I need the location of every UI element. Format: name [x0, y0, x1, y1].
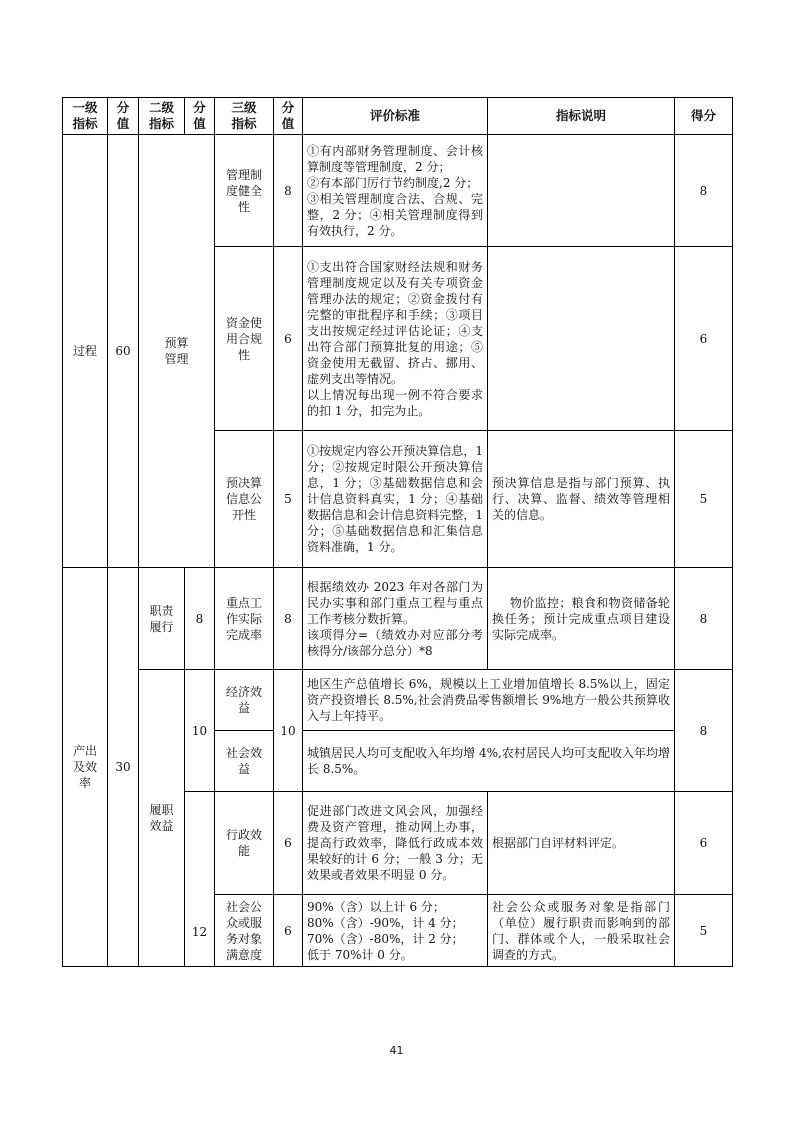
page-number: 41 — [389, 1044, 404, 1057]
criteria-cell: ①支出符合国家财经法规和财务管理制度规定以及有关专项资金管理办法的规定；②资金拨付有完整的审批程序和手续；③项目支出按规定经过评估论证；④支出符合部门预算批复的用途；⑤资金使用无截留、挤占、挪用、虚列支出等情况。 以上情况每出现一例不符合要求的扣 1 分，扣完为止。 — [303, 247, 488, 431]
level3-score: 10 — [274, 670, 303, 792]
criteria-cell: 根据绩效办 2023 年对各部门为民办实事和部门重点工程与重点工作考核分数折算。 该项得分=（绩效办对应部分考核得分/该部分总分）*8 — [303, 568, 488, 670]
notes-cell — [488, 247, 675, 431]
header-level1: 一级 指标 — [63, 98, 108, 135]
score1-output: 30 — [108, 568, 139, 967]
header-criteria: 评价标准 — [303, 98, 488, 135]
criteria-cell: 地区生产总值增长 6%，规模以上工业增加值增长 8.5%以上，固定资产投资增长 8.5%,社会消费品零售额增长 9%地方一般公共预算收入与上年持平。 — [303, 670, 675, 731]
level1-process: 过程 — [63, 135, 108, 568]
header-score1: 分 值 — [108, 98, 139, 135]
score-cell: 6 — [675, 247, 733, 431]
level3-score: 6 — [274, 792, 303, 895]
header-score3: 分 值 — [274, 98, 303, 135]
level3-item: 行政效 能 — [215, 792, 274, 895]
notes-cell — [488, 135, 675, 247]
score1-process: 60 — [108, 135, 139, 568]
level2-benefit: 履职 效益 — [139, 670, 185, 967]
level3-score: 6 — [274, 247, 303, 431]
header-level2: 二级 指标 — [139, 98, 185, 135]
criteria-cell: 促进部门改进文风会风，加强经费及资产管理，推动网上办事，提高行政效率，降低行政成本效果较好的计 6 分；一般 3 分；无效果或者效果不明显 0 分。 — [303, 792, 488, 895]
level3-item: 社会效 益 — [215, 731, 274, 792]
level3-item: 资金使 用合规 性 — [215, 247, 274, 431]
level3-item: 预决算 信息公 开性 — [215, 431, 274, 568]
criteria-cell: 城镇居民人均可支配收入年均增 4%,农村居民人均可支配收入年均增长 8.5%。 — [303, 731, 675, 792]
score-cell: 8 — [675, 568, 733, 670]
score-cell: 8 — [675, 670, 733, 792]
level3-score: 8 — [274, 135, 303, 247]
level3-score: 6 — [274, 895, 303, 967]
level2-duty: 职责 履行 — [139, 568, 185, 670]
table-row — [63, 135, 733, 247]
table-row — [63, 670, 733, 731]
score2-benefit-group2: 12 — [185, 792, 215, 967]
notes-cell: 物价监控；粮食和物资储备轮换任务；预计完成重点项目建设实际完成率。 — [488, 568, 675, 670]
notes-cell: 社会公众或服务对象是指部门（单位）履行职责而影响到的部门、群体或个人，一般采取社会调查的方式。 — [488, 895, 675, 967]
score-cell: 5 — [675, 431, 733, 568]
criteria-cell: ①有内部财务管理制度、会计核算制度等管理制度，2 分； ②有本部门厉行节约制度,2 分； ③相关管理制度合法、合规、完整，2 分；④相关管理制度得到有效执行，2 分。 — [303, 135, 488, 247]
level3-item: 管理制 度健全 性 — [215, 135, 274, 247]
level1-output: 产出 及效 率 — [63, 568, 108, 967]
level3-item: 经济效 益 — [215, 670, 274, 731]
notes-cell: 根据部门自评材料评定。 — [488, 792, 675, 895]
level3-item: 社会公 众或服 务对象 满意度 — [215, 895, 274, 967]
header-notes: 指标说明 — [488, 98, 675, 135]
score-cell: 5 — [675, 895, 733, 967]
header-level3: 三级 指标 — [215, 98, 274, 135]
score2-benefit-group1: 10 — [185, 670, 215, 792]
header-score2: 分 值 — [185, 98, 215, 135]
level2-budget-management: 预算 管理 — [139, 135, 215, 568]
score2-duty: 8 — [185, 568, 215, 670]
criteria-cell: 90%（含）以上计 6 分； 80%（含）-90%，计 4 分； 70%（含）-80%，计 2 分； 低于 70%计 0 分。 — [303, 895, 488, 967]
criteria-cell: ①按规定内容公开预决算信息，1 分；②按规定时限公开预决算信息，1 分；③基础数据信息和会计信息资料真实，1 分；④基础数据信息和会计信息资料完整，1 分；⑤基础数据信息和汇集信息资料准确，1 分。 — [303, 431, 488, 568]
header-row — [63, 98, 733, 135]
score-cell: 6 — [675, 792, 733, 895]
notes-cell: 预决算信息是指与部门预算、执行、决算、监督、绩效等管理相关的信息。 — [488, 431, 675, 568]
level3-score: 5 — [274, 431, 303, 568]
evaluation-table — [62, 97, 733, 967]
level3-score: 8 — [274, 568, 303, 670]
table-row — [63, 568, 733, 670]
level3-item: 重点工 作实际 完成率 — [215, 568, 274, 670]
score-cell: 8 — [675, 135, 733, 247]
header-score: 得分 — [675, 98, 733, 135]
